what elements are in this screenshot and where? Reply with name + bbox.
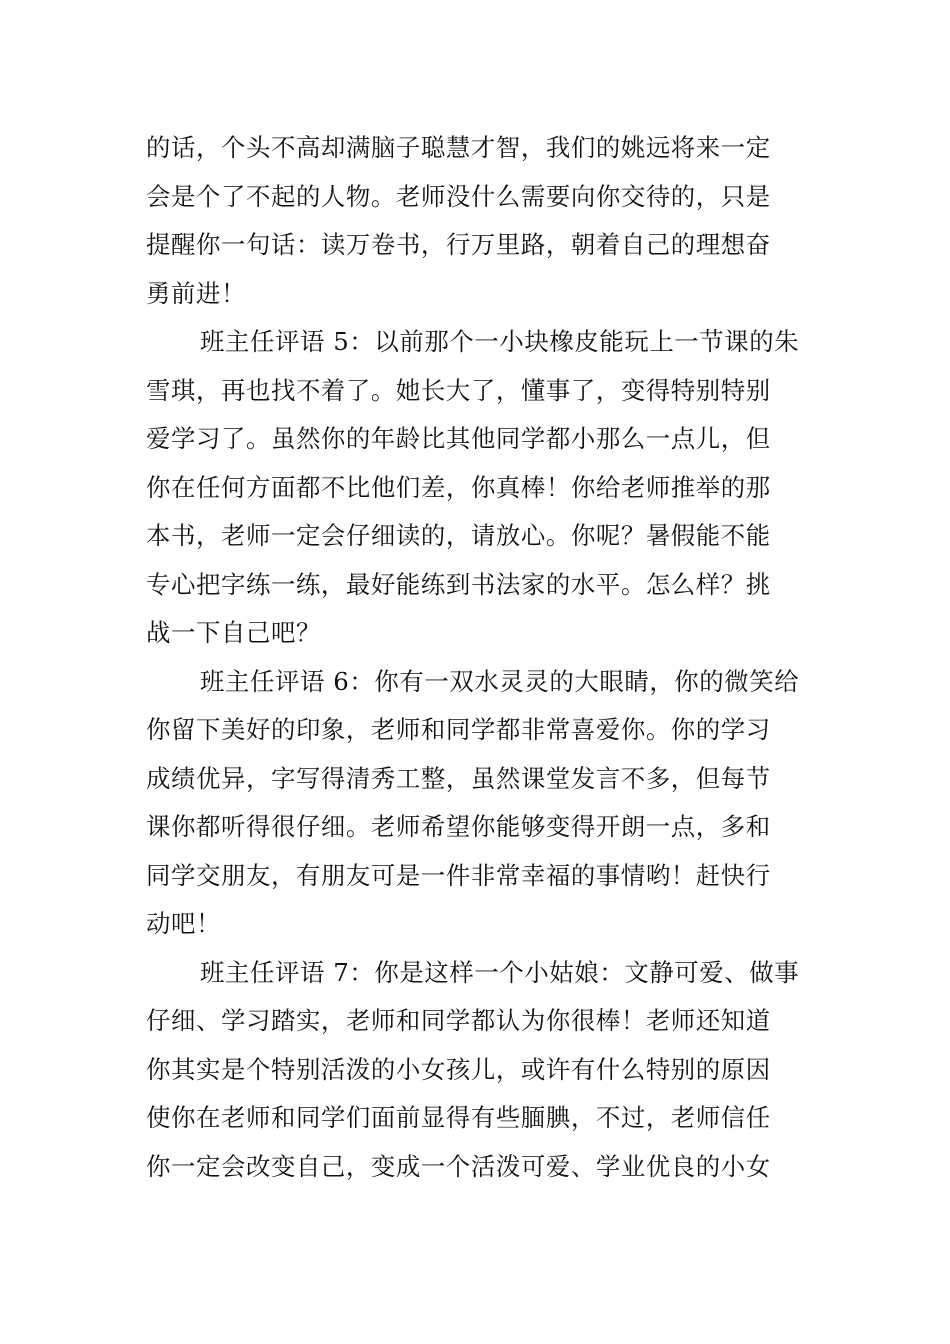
text-line: 课你都听得很仔细。老师希望你能够变得开朗一点，多和 (146, 812, 771, 841)
text-line: 成绩优异，字写得清秀工整，虽然课堂发言不多，但每节 (146, 763, 771, 793)
text-line: 动吧！ (146, 909, 221, 938)
text-line: 会是个了不起的人物。老师没什么需要向你交待的，只是 (146, 181, 771, 211)
text-line: 的话，个头不高却满脑子聪慧才智，我们的姚远将来一定 (146, 133, 771, 162)
text-line: 爱学习了。虽然你的年龄比其他同学都小那么一点儿，但 (146, 424, 771, 453)
paragraph-heading-line: 班主任评语 5：以前那个一小块橡皮能玩上一节课的朱 (200, 327, 800, 356)
text-line: 提醒你一句话：读万卷书，行万里路，朝着自己的理想奋 (146, 230, 771, 259)
text-line: 你其实是个特别活泼的小女孩儿，或许有什么特别的原因 (146, 1054, 771, 1084)
paragraph-heading-line: 班主任评语 6：你有一双水灵灵的大眼睛，你的微笑给 (200, 666, 800, 696)
text-line: 本书，老师一定会仔细读的，请放心。你呢？暑假能不能 (146, 521, 771, 550)
document-body (146, 124, 806, 1191)
paragraph-heading-line: 班主任评语 7：你是这样一个小姑娘：文静可爱、做事 (200, 957, 800, 987)
text-line: 仔细、学习踏实，老师和同学都认为你很棒！老师还知道 (146, 1006, 771, 1035)
text-line: 你留下美好的印象，老师和同学都非常喜爱你。你的学习 (146, 715, 771, 744)
text-line: 你在任何方面都不比他们差，你真棒！你给老师推举的那 (146, 472, 771, 502)
text-line: 战一下自己吧？ (146, 618, 321, 647)
text-line: 雪琪，再也找不着了。她长大了，懂事了，变得特别特别 (146, 375, 771, 405)
text-line: 专心把字练一练，最好能练到书法家的水平。怎么样？挑 (146, 569, 771, 599)
text-line: 使你在老师和同学们面前显得有些腼腆，不过，老师信任 (146, 1103, 771, 1132)
text-line: 同学交朋友，有朋友可是一件非常幸福的事情哟！赶快行 (146, 860, 771, 890)
text-line: 你一定会改变自己，变成一个活泼可爱、学业优良的小女 (146, 1151, 771, 1181)
text-line: 勇前进！ (146, 278, 246, 308)
